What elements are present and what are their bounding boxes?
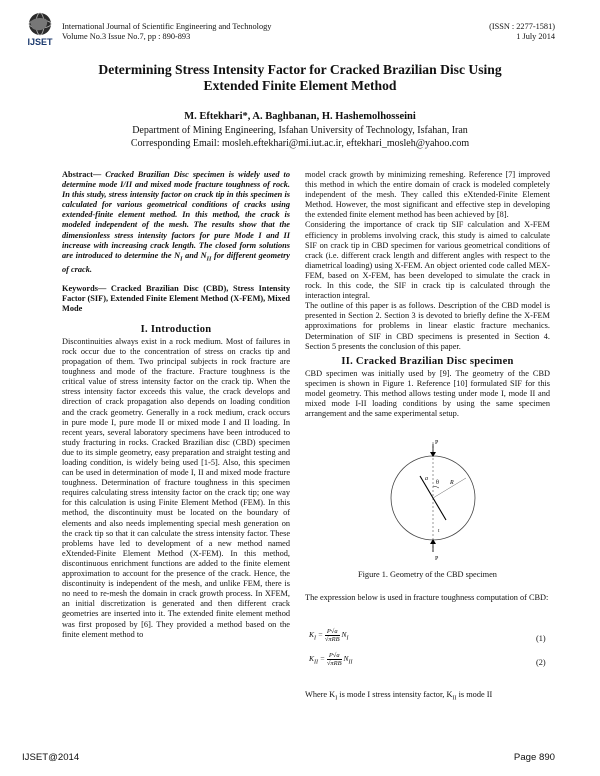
affiliation: Department of Mining Engineering, Isfahan University of Technology, Isfahan, Iran bbox=[132, 125, 468, 136]
title-line-1: Determining Stress Intensity Factor for Cracked Brazilian Disc Using bbox=[98, 62, 502, 77]
section-2-heading: II. Cracked Brazilian Disc specimen bbox=[341, 355, 514, 367]
corresponding-email: Corresponding Email: mosleh.eftekhari@mi.iut.ac.ir, eftekhari_mosleh@yahoo.com bbox=[130, 137, 470, 149]
section-1-text: Discontinuities always exist in a rock medium. Most of failures in rock occur due to the concentration of stress on cracks tip and propagation of them. Two principal subjects in rock fracture are toughness and mode of the fracture. Fracture toughness is the critical value of stress intensity factor on the crack tip. When the stress intensity factor exceeds this value, the crack develops and direction of crack propagation also depends on loading condition and the crack geometry. Generally in a rock medium, crack occurs in pure mode I, pure mode II or mixed mode I and II loading. In recent years, several laboratory specimens have been introduced to study fracturing in rocks. Cracked Brazilian disc (CBD) specimen due to its simple geometry, easy preparation and straight testing and loading condition, is widely being used [1-5]. Also, this specimen can be used in determination of mode I, II and mixed mode fracture toughness. Determination of fracture toughness in this specimen requires calculating stress intensity factor on the crack tip; one way for this calculation is using Finite Element Method (FEM). In this method, the discontinuity must be located on the boundary of elements and also needs implementing special mesh generation on the crack tip so that it can calculate the stress intensity factor. These problems have led to development of a new method named eXtended-Finite Element Method (X-FEM). In this method, discontinuous enrichment functions are added to the finite element approximation to account for the presence of the crack. Hence, the discontinuity is independent of the mesh, and unlike FEM, there is no need to re-mesh the domain in crack growth process. In XFEM, an initial discretization is generated and then different crack geometries are inserted into it. The extended finite element method was first proposed by [6]. They provided a method based on the finite element method to bbox=[62, 336, 290, 639]
footer-page-number: Page 890 bbox=[513, 752, 555, 763]
abstract bbox=[62, 170, 290, 275]
abstract-end: for different geometry of crack. bbox=[62, 250, 290, 274]
p6-mid: is mode I stress intensity factor, K bbox=[337, 690, 453, 699]
abstract-text: Cracked Brazilian Disc specimen is widely used to determine mode I/II and mixed mode fracture toughness of rock. In this study, stress intensity factor on crack tip in this specimen is calculated for various geometrical conditions of cracks using extended-finite element method. In this method, the crack is modeled independent of the mesh. The results show that the dimensionless stress intensity factors for pure Mode I and II increase with increasing crack length. The closed form solutions are introduced to determine the N bbox=[62, 170, 290, 260]
cbd-diagram bbox=[378, 432, 488, 562]
eq2-denominator: √πRB bbox=[326, 660, 342, 667]
p6-start: Where K bbox=[305, 690, 336, 699]
equation-1: $K_I$ = P√a √πRB $N_I$ bbox=[309, 628, 349, 643]
eq1-n-sub: I bbox=[346, 635, 349, 642]
eq2-lhs-sub: II bbox=[314, 659, 319, 666]
equation-2: $K_{II}$ = P√a √πRB $N_{II}$ bbox=[309, 652, 353, 667]
right-paragraph-1: model crack growth by minimizing remeshing. Reference [7] improved this method in which the entire domain of crack is modeled completely independent of the mesh. They called this eXtended-Finite Element Method. However, the most significant and effective step in developing the extended finite element method has been achieved by [8]. bbox=[305, 170, 550, 220]
figure-1-caption: Figure 1. Geometry of the CBD specimen bbox=[358, 570, 497, 579]
figure-1 bbox=[378, 432, 488, 562]
abstract-sub-1: I bbox=[180, 256, 183, 263]
eq1-lhs: K bbox=[309, 630, 315, 640]
bottom-load-label: P bbox=[435, 556, 439, 562]
journal-name: International Journal of Scientific Engineering and Technology bbox=[62, 22, 272, 31]
p6-end: is mode II bbox=[456, 690, 493, 699]
thickness-label: t bbox=[438, 529, 440, 534]
p6-sub-2: II bbox=[452, 695, 457, 702]
abstract-sub-2: II bbox=[206, 256, 212, 263]
angle-arc bbox=[433, 486, 439, 488]
eq1-denominator: √πRB bbox=[324, 636, 340, 643]
top-load-label: P bbox=[435, 440, 439, 446]
eq1-fraction bbox=[325, 628, 340, 643]
right-paragraph-2: Considering the importance of crack tip SIF calculation and X-FEM efficiency in problems involving crack, this study is aimed to calculate SIF on crack tip in CBD specimen for various geometrical conditions of crack (i.e. different crack length and different angles with respect to the diametrical loading) using X-FEM. An object oriented code called MEX-FEM, based on X-FEM, has been developed to simulate the crack in rock. In this code, the SIF in crack tip is calculated through the interaction integral. bbox=[305, 220, 550, 301]
eq1-numerator: P√a bbox=[326, 628, 338, 635]
authors: M. Eftekhari*, A. Baghbanan, H. Hashemolhosseini bbox=[184, 111, 416, 122]
eq2-n: N bbox=[343, 654, 349, 664]
eq1-n: N bbox=[341, 630, 347, 640]
right-paragraph-6 bbox=[305, 690, 550, 704]
left-column bbox=[62, 170, 290, 640]
abstract-mid: and N bbox=[182, 250, 207, 260]
angle-label: θ bbox=[436, 480, 439, 486]
section-1-heading: I. Introduction bbox=[140, 323, 212, 335]
right-paragraph-4: CBD specimen was initially used by [9]. The geometry of the CBD specimen is shown in Figure 1. Reference [10] formulated SIF for this model geometry. This method allows testing under mode I, mode II and mixed mode I-II loading conditions by using the same specimen arrangement and the same experimental setup. bbox=[305, 368, 550, 419]
keywords-label: Keywords— bbox=[62, 283, 107, 293]
keywords-text: Cracked Brazilian Disc (CBD), Stress Intensity Factor (SIF), Extended Finite Element Method (X-FEM), Mixed Mode bbox=[62, 283, 290, 313]
journal-logo bbox=[22, 10, 58, 48]
journal-volume: Volume No.3 Issue No.7, pp : 890-893 bbox=[62, 32, 191, 41]
half-length-label: a bbox=[425, 476, 428, 482]
right-column bbox=[305, 170, 550, 419]
title-line-2: Extended Finite Element Method bbox=[203, 78, 397, 93]
journal-issn: (ISSN : 2277-1581) bbox=[489, 22, 555, 31]
abstract-label: Abstract— bbox=[62, 170, 102, 179]
right-paragraph-5: The expression below is used in fracture toughness computation of CBD: bbox=[305, 593, 549, 602]
equation-1-number: (1) bbox=[536, 634, 546, 643]
eq2-numerator: P√a bbox=[328, 652, 340, 659]
equation-2-number: (2) bbox=[536, 658, 546, 667]
logo-text: IJSET bbox=[27, 37, 53, 47]
paper-title bbox=[40, 62, 560, 94]
affiliation-block bbox=[40, 125, 560, 150]
eq1-lhs-sub: I bbox=[314, 635, 317, 642]
p6-sub-1: I bbox=[335, 695, 338, 702]
journal-date: 1 July 2014 bbox=[516, 32, 555, 41]
eq2-n-sub: II bbox=[348, 659, 353, 666]
keywords bbox=[62, 284, 290, 314]
eq2-fraction bbox=[327, 652, 342, 667]
right-paragraph-3: The outline of this paper is as follows. Description of the CBD model is presented in Section 2. Section 3 is devoted to briefly define the X-FEM approximations for problems in linear elastic fracture mechanics. Determination of SIF in CBD specimens is presented in Section 4. Section 5 presents the conclusion of this paper. bbox=[305, 301, 550, 351]
radius-label: R bbox=[450, 480, 454, 486]
eq2-lhs: K bbox=[309, 654, 315, 664]
footer-left: IJSET@2014 bbox=[22, 752, 80, 763]
